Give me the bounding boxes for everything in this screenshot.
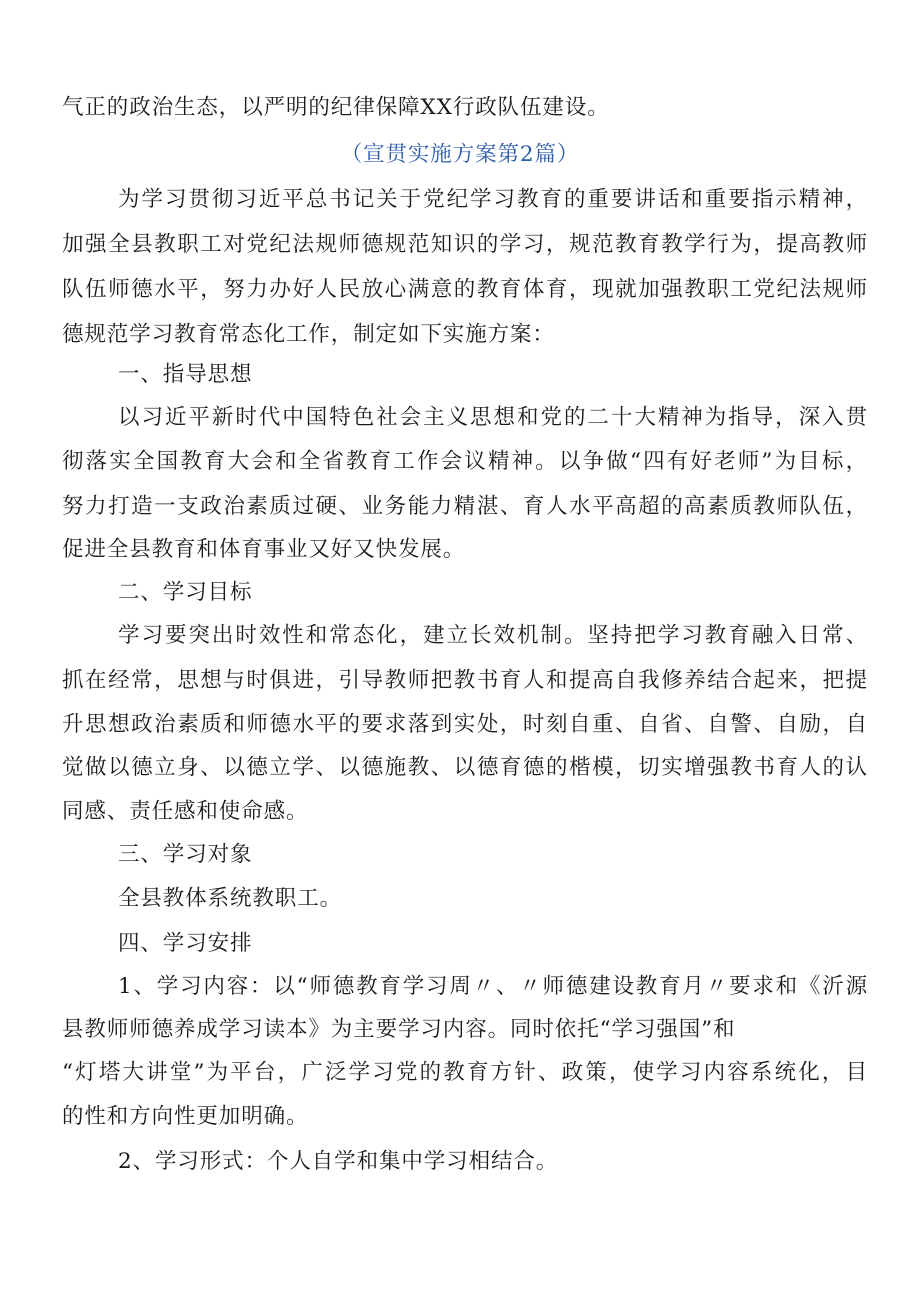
section-title: （宣贯实施方案第2篇） [340,142,580,167]
heading-guiding-thought: 一、指导思想 [118,362,253,387]
heading-study-arrangement: 四、学习安排 [118,931,253,956]
text-line-19: 全县教体系统教职工。 [118,886,343,911]
text-line-25: 2、学习形式：个人自学和集中学习相结合。 [118,1149,559,1174]
text-line-11: 促进全县教育和体育事业又好又快发展。 [62,537,466,562]
text-line-8: 以习近平新时代中国特色社会主义思想和党的二十大精神为指导，深入贯 [118,405,868,430]
text-line-6: 德规范学习教育常态化工作，制定如下实施方案： [62,322,555,347]
text-line-9: 彻落实全国教育大会和全省教育工作会议精神。以争做“四有好老师”为目标， [62,449,868,474]
heading-study-goals: 二、学习目标 [118,580,253,605]
text-line-14: 抓在经常，思想与时俱进，引导教师把教书育人和提高自我修养结合起来，把提 [62,668,868,693]
text-line-16: 觉做以德立身、以德立学、以德施教、以德育德的楷模，切实增强教书育人的认 [62,755,868,780]
text-line-1: 气正的政治生态，以严明的纪律保障XX行政队伍建设。 [62,95,610,120]
text-line-17: 同感、责任感和使命感。 [62,799,309,824]
text-line-24: 的性和方向性更加明确。 [62,1104,309,1129]
text-line-4: 加强全县教职工对党纪法规师德规范知识的学习，规范教育教学行为，提高教师 [62,232,868,257]
text-line-22: 县教师师德养成学习读本》为主要学习内容。同时依托“学习强国”和 [62,1017,736,1042]
text-line-10: 努力打造一支政治素质过硬、业务能力精湛、育人水平高超的高素质教师队伍， [62,494,868,519]
text-line-21: 1、学习内容：以“师德教育学习周〃、〃师德建设教育月〃要求和《沂源 [118,974,868,999]
heading-study-audience: 三、学习对象 [118,842,253,867]
text-line-5: 队伍师德水平，努力办好人民放心满意的教育体育，现就加强教职工党纪法规师 [62,277,868,302]
text-line-3: 为学习贯彻习近平总书记关于党纪学习教育的重要讲话和重要指示精神， [118,187,868,212]
text-line-15: 升思想政治素质和师德水平的要求落到实处，时刻自重、自省、自警、自励，自 [62,712,868,737]
text-line-23: “灯塔大讲堂”为平台，广泛学习党的教育方针、政策，使学习内容系统化，目 [62,1060,868,1085]
text-line-13: 学习要突出时效性和常态化，建立长效机制。坚持把学习教育融入日常、 [118,623,868,648]
